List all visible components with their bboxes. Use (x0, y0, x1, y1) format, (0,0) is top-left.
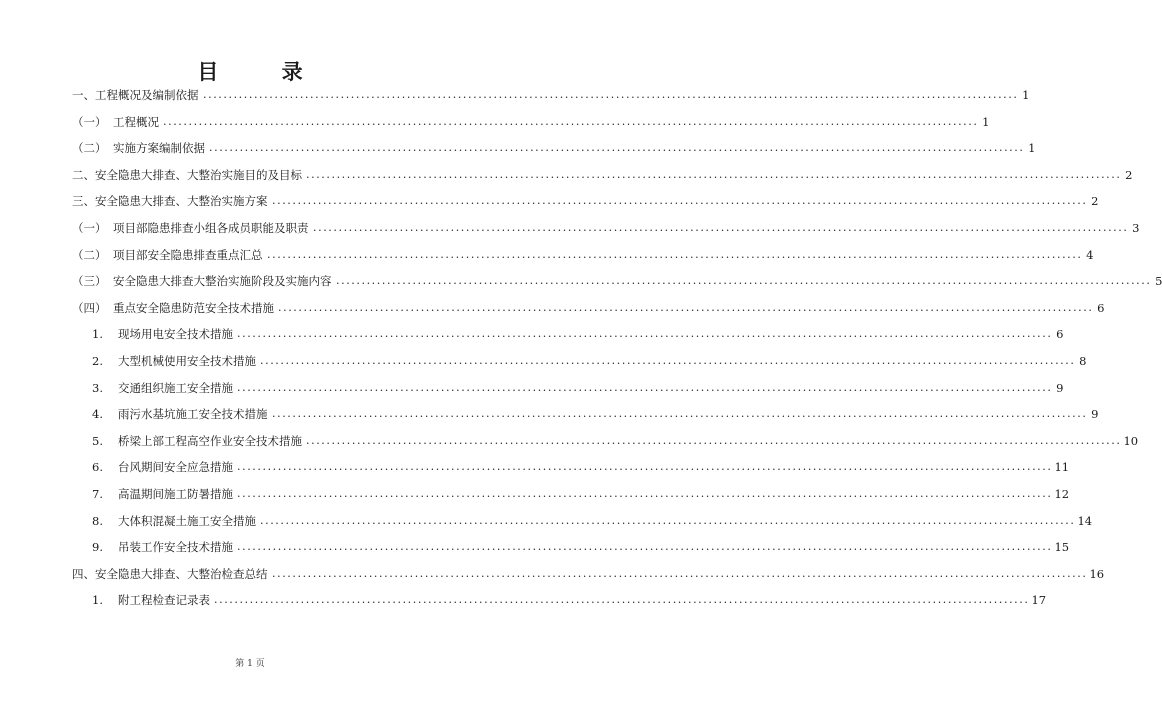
toc-entry-page: 9 (1056, 380, 1064, 395)
toc-entry-title: 安全隐患大排查大整治实施阶段及实施内容 (113, 274, 332, 289)
dot-leader: ................................................................................................................................................................ (306, 433, 1122, 447)
toc-entry-page: 4 (1086, 247, 1094, 262)
toc-entry-number: 2. (92, 354, 103, 368)
toc-entry-page: 11 (1054, 460, 1070, 475)
toc-entry[interactable] (0, 406, 1099, 422)
toc-leader (272, 566, 1105, 582)
dot-leader: ................................................................................................................................................................ (260, 513, 1076, 527)
toc-entry-title: 项目部安全隐患排查重点汇总 (113, 247, 263, 262)
toc-entry[interactable] (0, 300, 1105, 316)
toc-entry[interactable] (0, 486, 1070, 502)
dot-leader: ................................................................................................................................................................ (306, 167, 1122, 181)
toc-entry-title: 实施方案编制依据 (113, 141, 205, 156)
toc-entry-page: 1 (1022, 88, 1030, 102)
toc-entry[interactable] (0, 220, 1140, 236)
toc-entry-number: 7. (92, 487, 103, 501)
dot-leader: ................................................................................................................................................................ (214, 593, 1030, 607)
toc-leader (278, 300, 1105, 316)
toc-leader (203, 87, 1030, 103)
toc-entry-title: 项目部隐患排查小组各成员职能及职责 (113, 221, 309, 235)
toc-entry-page: 17 (1031, 593, 1047, 608)
dot-leader: ................................................................................................................................................................ (260, 354, 1076, 367)
toc-leader (272, 193, 1099, 209)
toc-entry-page: 2 (1091, 194, 1099, 209)
toc-entry-number: （二） (72, 247, 107, 262)
toc-entry-page: 14 (1077, 513, 1093, 528)
toc-entry-number: 3. (92, 380, 103, 395)
toc-leader (209, 140, 1036, 156)
toc-entry-number: 5. (92, 433, 103, 448)
toc-entry-title: 工程概况 (113, 114, 159, 129)
toc-entry-title: 四、安全隐患大排查、大整治检查总结 (72, 566, 268, 581)
toc-leader (237, 326, 1064, 342)
toc-entry-number: 4. (92, 407, 103, 422)
toc-entry-number: 8. (92, 513, 103, 528)
toc-entry-page: 6 (1056, 327, 1064, 342)
toc-entry-title: 大型机械使用安全技术措施 (118, 354, 256, 368)
toc-entry[interactable] (0, 114, 990, 130)
toc-entry-title: 雨污水基坑施工安全技术措施 (118, 407, 268, 422)
toc-leader (163, 114, 990, 130)
toc-leader (237, 486, 1070, 502)
page-footer: 第 1 页 (235, 659, 265, 669)
toc-entry[interactable] (0, 513, 1093, 529)
toc-entry-number: 1. (92, 327, 103, 342)
toc-leader (267, 247, 1094, 263)
toc-entry-page: 1 (1028, 141, 1036, 156)
dot-leader: ................................................................................................................................................................ (237, 327, 1053, 341)
toc-leader (272, 406, 1099, 422)
toc-entry-title: 大体积混凝土施工安全措施 (118, 513, 256, 528)
toc-leader (306, 433, 1139, 449)
dot-leader: ................................................................................................................................................................ (272, 566, 1088, 580)
dot-leader: ................................................................................................................................................................ (272, 194, 1088, 208)
toc-entry-page: 8 (1079, 354, 1087, 368)
toc-entry-title: 桥梁上部工程高空作业安全技术措施 (118, 433, 302, 448)
toc-entry-title: 二、安全隐患大排查、大整治实施目的及目标 (72, 167, 302, 182)
dot-leader: ................................................................................................................................................................ (267, 247, 1083, 261)
toc-entry-title: 现场用电安全技术措施 (118, 327, 233, 342)
toc-entry-number: （一） (72, 114, 107, 129)
toc-entry-title: 三、安全隐患大排查、大整治实施方案 (72, 194, 268, 209)
toc-entry-title: 吊装工作安全技术措施 (118, 540, 233, 555)
toc-entry-page: 15 (1054, 540, 1070, 555)
toc-entry-page: 16 (1089, 566, 1105, 581)
toc-entry[interactable] (0, 433, 1139, 449)
dot-leader: ................................................................................................................................................................ (209, 141, 1025, 155)
dot-leader: ................................................................................................................................................................ (237, 540, 1053, 554)
toc-entry-number: （四） (72, 300, 107, 315)
toc-entry-number: （三） (72, 274, 107, 289)
toc-entry[interactable] (0, 592, 1047, 608)
toc-leader (214, 592, 1047, 608)
toc-entry[interactable] (0, 326, 1064, 342)
toc-leader (260, 513, 1093, 529)
toc-entry[interactable] (0, 193, 1099, 209)
dot-leader: ................................................................................................................................................................ (272, 407, 1088, 421)
toc-entry[interactable] (0, 459, 1070, 475)
toc-entry-number: 1. (92, 593, 103, 608)
toc-entry-title: 附工程检查记录表 (118, 593, 210, 608)
toc-leader (237, 539, 1070, 555)
toc-entry[interactable] (0, 353, 1087, 369)
toc-entry-page: 10 (1123, 433, 1139, 448)
toc-entry[interactable] (0, 167, 1133, 183)
toc-entry-title: 交通组织施工安全措施 (118, 380, 233, 395)
dot-leader: ................................................................................................................................................................ (313, 221, 1129, 234)
dot-leader: ................................................................................................................................................................ (237, 380, 1053, 394)
toc-entry-title: 台风期间安全应急措施 (118, 460, 233, 475)
dot-leader: ................................................................................................................................................................ (336, 274, 1152, 288)
toc-entry[interactable] (0, 539, 1070, 555)
toc-entry-page: 6 (1097, 300, 1105, 315)
toc-entry[interactable] (0, 140, 1036, 156)
toc-entry-page: 3 (1132, 221, 1140, 235)
toc-entry[interactable] (0, 380, 1064, 396)
toc-entry[interactable] (0, 247, 1094, 263)
toc-entry[interactable] (0, 273, 1162, 289)
toc-entry-page: 12 (1054, 487, 1070, 501)
toc-entry-number: 6. (92, 460, 103, 475)
dot-leader: ................................................................................................................................................................ (163, 114, 979, 128)
toc-entry-number: （二） (72, 141, 107, 156)
toc-leader (237, 459, 1070, 475)
toc-leader (336, 273, 1162, 289)
toc-entry-number: 9. (92, 540, 103, 555)
toc-entry[interactable] (0, 566, 1105, 582)
toc-entry-title: 一、工程概况及编制依据 (72, 88, 199, 102)
toc-leader (313, 220, 1140, 236)
toc-entry-page: 2 (1125, 167, 1133, 182)
toc-entry-page: 9 (1091, 407, 1099, 422)
toc-entry-page: 5 (1155, 274, 1162, 289)
toc-leader (306, 167, 1133, 183)
toc-entry-page: 1 (982, 114, 990, 129)
toc-leader (237, 380, 1064, 396)
toc-entry-number: （一） (72, 221, 107, 235)
toc-leader (260, 353, 1087, 369)
toc-entry-title: 高温期间施工防暑措施 (118, 487, 233, 501)
toc-title: 目 录 (197, 59, 331, 84)
dot-leader: ................................................................................................................................................................ (278, 300, 1094, 314)
dot-leader: ................................................................................................................................................................ (203, 88, 1019, 101)
dot-leader: ................................................................................................................................................................ (237, 460, 1053, 474)
dot-leader: ................................................................................................................................................................ (237, 487, 1053, 500)
toc-entry[interactable] (0, 87, 1030, 103)
toc-entry-title: 重点安全隐患防范安全技术措施 (113, 300, 274, 315)
